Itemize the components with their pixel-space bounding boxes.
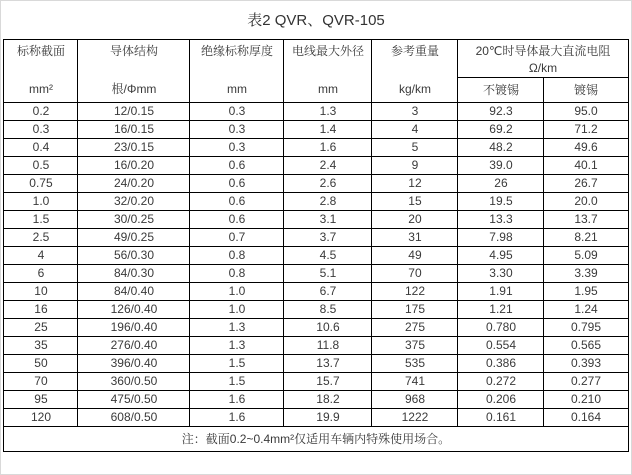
cell: 1.3	[190, 337, 284, 355]
cell: 275	[372, 319, 458, 337]
cell: 40.1	[544, 157, 628, 175]
table-row	[4, 247, 628, 265]
cell: 4	[4, 247, 78, 265]
cell: 71.2	[544, 121, 628, 139]
cell: 0.6	[190, 157, 284, 175]
cell: 0.210	[544, 391, 628, 409]
cell: 0.2	[4, 103, 78, 121]
cell: 1.24	[544, 301, 628, 319]
cell: 3	[372, 103, 458, 121]
cell: 1.95	[544, 283, 628, 301]
cell: 126/0.40	[78, 301, 190, 319]
cell: 0.206	[458, 391, 544, 409]
cell: 0.3	[190, 103, 284, 121]
group-label: 20℃时导体最大直流电阻	[475, 44, 611, 58]
group-unit: Ω/km	[528, 61, 558, 75]
note-row	[4, 427, 628, 452]
table-row	[4, 355, 628, 373]
cell: 0.393	[544, 355, 628, 373]
cell: 49.6	[544, 139, 628, 157]
cell: 11.8	[284, 337, 372, 355]
cell: 360/0.50	[78, 373, 190, 391]
column-header-insulation-thickness	[190, 40, 284, 103]
page-title: 表2 QVR、QVR-105	[247, 12, 385, 29]
cell: 48.2	[458, 139, 544, 157]
cell: 3.7	[284, 229, 372, 247]
table-row	[4, 121, 628, 139]
column-unit: kg/km	[398, 82, 431, 96]
cell: 3.39	[544, 265, 628, 283]
cell: 375	[372, 337, 458, 355]
cell: 50	[4, 355, 78, 373]
cell: 70	[4, 373, 78, 391]
table-footer	[4, 427, 628, 452]
cell: 16/0.20	[78, 157, 190, 175]
column-unit: 根/Φmm	[111, 82, 157, 96]
table-body	[4, 103, 628, 427]
column-unit: mm²	[28, 82, 53, 96]
cell: 49/0.25	[78, 229, 190, 247]
cell: 2.4	[284, 157, 372, 175]
cell: 18.2	[284, 391, 372, 409]
cell: 84/0.40	[78, 283, 190, 301]
cell: 1.4	[284, 121, 372, 139]
cell: 276/0.40	[78, 337, 190, 355]
cell: 2.5	[4, 229, 78, 247]
column-header-reference-weight	[372, 40, 458, 103]
cell: 12/0.15	[78, 103, 190, 121]
cell: 1222	[372, 409, 458, 427]
cell: 26	[458, 175, 544, 193]
cell: 0.386	[458, 355, 544, 373]
cell: 1.21	[458, 301, 544, 319]
cell: 24/0.20	[78, 175, 190, 193]
cell: 0.75	[4, 175, 78, 193]
cell: 396/0.40	[78, 355, 190, 373]
cell: 70	[372, 265, 458, 283]
table-row	[4, 409, 628, 427]
cell: 0.164	[544, 409, 628, 427]
cell: 25	[4, 319, 78, 337]
cell: 0.780	[458, 319, 544, 337]
column-label: 参考重量	[390, 44, 439, 58]
table-row	[4, 337, 628, 355]
table-row	[4, 139, 628, 157]
table-row	[4, 391, 628, 409]
cell: 1.0	[4, 193, 78, 211]
table-row	[4, 103, 628, 121]
cell: 0.272	[458, 373, 544, 391]
cell: 608/0.50	[78, 409, 190, 427]
column-header-max-outer-diameter	[284, 40, 372, 103]
column-label: 导体结构	[109, 44, 158, 58]
cell: 0.795	[544, 319, 628, 337]
column-header-nominal-section	[4, 40, 78, 103]
cell: 15	[372, 193, 458, 211]
cell: 5	[372, 139, 458, 157]
cell: 35	[4, 337, 78, 355]
table-row	[4, 283, 628, 301]
header-row-main	[4, 40, 628, 78]
cell: 95	[4, 391, 78, 409]
cell: 9	[372, 157, 458, 175]
table-row	[4, 319, 628, 337]
cell: 741	[372, 373, 458, 391]
cell: 6	[4, 265, 78, 283]
cell: 20.0	[544, 193, 628, 211]
cell: 10	[4, 283, 78, 301]
cell: 32/0.20	[78, 193, 190, 211]
cell: 0.4	[4, 139, 78, 157]
cell: 10.6	[284, 319, 372, 337]
cell: 968	[372, 391, 458, 409]
cell: 3.30	[458, 265, 544, 283]
cell: 535	[372, 355, 458, 373]
cell: 15.7	[284, 373, 372, 391]
column-label: 标称截面	[16, 44, 65, 58]
cell: 0.3	[4, 121, 78, 139]
cell: 1.6	[190, 391, 284, 409]
table-row	[4, 211, 628, 229]
column-header-untinned: 不镀锡	[458, 78, 544, 103]
cell: 0.161	[458, 409, 544, 427]
table-row	[4, 175, 628, 193]
table-row	[4, 373, 628, 391]
cell: 1.91	[458, 283, 544, 301]
table-note: 注：截面0.2~0.4mm²仅适用车辆内特殊使用场合。	[4, 427, 628, 452]
cell: 12	[372, 175, 458, 193]
cell: 5.1	[284, 265, 372, 283]
cell: 1.0	[190, 283, 284, 301]
column-header-conductor-structure	[78, 40, 190, 103]
column-header-dc-resistance-group	[458, 40, 628, 78]
cell: 3.1	[284, 211, 372, 229]
cell: 8.21	[544, 229, 628, 247]
cell: 95.0	[544, 103, 628, 121]
cell: 175	[372, 301, 458, 319]
cell: 31	[372, 229, 458, 247]
cell: 20	[372, 211, 458, 229]
column-unit: mm	[226, 82, 247, 96]
cell: 196/0.40	[78, 319, 190, 337]
cell: 2.8	[284, 193, 372, 211]
table-row	[4, 157, 628, 175]
cell: 122	[372, 283, 458, 301]
cell: 13.7	[544, 211, 628, 229]
cell: 0.3	[190, 139, 284, 157]
cell: 1.5	[4, 211, 78, 229]
cell: 475/0.50	[78, 391, 190, 409]
cell: 0.6	[190, 175, 284, 193]
cell: 0.8	[190, 247, 284, 265]
cell: 13.7	[284, 355, 372, 373]
cell: 0.554	[458, 337, 544, 355]
cell: 16	[4, 301, 78, 319]
cell: 2.6	[284, 175, 372, 193]
cell: 13.3	[458, 211, 544, 229]
cell: 120	[4, 409, 78, 427]
cell: 69.2	[458, 121, 544, 139]
cell: 84/0.30	[78, 265, 190, 283]
table-row	[4, 265, 628, 283]
column-label: 电线最大外径	[291, 44, 364, 58]
cell: 23/0.15	[78, 139, 190, 157]
table-header	[4, 40, 628, 103]
cell: 1.5	[190, 373, 284, 391]
cell: 0.7	[190, 229, 284, 247]
cell: 49	[372, 247, 458, 265]
cell: 0.8	[190, 265, 284, 283]
cell: 5.09	[544, 247, 628, 265]
cell: 0.277	[544, 373, 628, 391]
table-row	[4, 229, 628, 247]
table-row	[4, 193, 628, 211]
cell: 7.98	[458, 229, 544, 247]
cell: 1.6	[190, 409, 284, 427]
cell: 1.3	[190, 319, 284, 337]
cell: 1.3	[284, 103, 372, 121]
cell: 4.5	[284, 247, 372, 265]
cell: 6.7	[284, 283, 372, 301]
cell: 4.95	[458, 247, 544, 265]
cell: 1.6	[284, 139, 372, 157]
column-unit: mm	[317, 82, 338, 96]
cell: 4	[372, 121, 458, 139]
cell: 0.565	[544, 337, 628, 355]
cell: 16/0.15	[78, 121, 190, 139]
cell: 30/0.25	[78, 211, 190, 229]
cell: 19.9	[284, 409, 372, 427]
cell: 1.5	[190, 355, 284, 373]
cell: 0.6	[190, 211, 284, 229]
cell: 26.7	[544, 175, 628, 193]
cell: 92.3	[458, 103, 544, 121]
cell: 1.0	[190, 301, 284, 319]
column-label: 绝缘标称厚度	[200, 44, 273, 58]
spec-table	[3, 39, 628, 452]
cell: 0.3	[190, 121, 284, 139]
cell: 39.0	[458, 157, 544, 175]
table-row	[4, 301, 628, 319]
cell: 0.5	[4, 157, 78, 175]
cell: 8.5	[284, 301, 372, 319]
column-header-tinned: 镀锡	[544, 78, 628, 103]
cell: 56/0.30	[78, 247, 190, 265]
cell: 0.6	[190, 193, 284, 211]
cell: 19.5	[458, 193, 544, 211]
